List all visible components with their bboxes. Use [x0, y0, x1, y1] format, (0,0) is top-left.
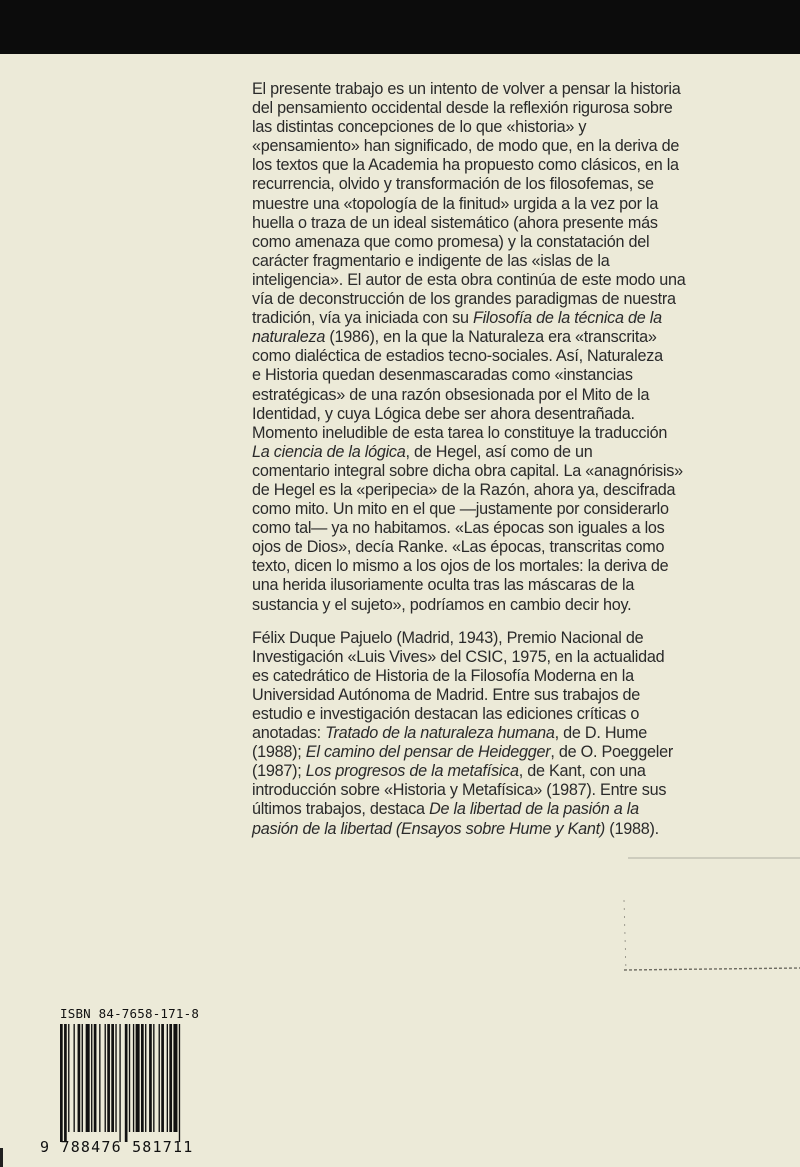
barcode-bar — [107, 1024, 110, 1132]
text-line — [252, 648, 712, 667]
barcode-bar — [60, 1024, 63, 1142]
text-span: «pensamiento» han significado, de modo que, en la deriva de — [252, 137, 680, 156]
scratch-marks — [600, 840, 800, 980]
text-span: , de Hegel, así como de un — [405, 442, 593, 461]
text-line — [252, 538, 712, 557]
text-span: últimos trabajos, destaca — [252, 800, 430, 819]
barcode-bar — [91, 1024, 92, 1132]
text-line — [252, 667, 712, 686]
barcode-bar — [64, 1024, 67, 1142]
barcode-bar — [111, 1024, 114, 1132]
text-line — [252, 271, 712, 290]
text-line — [252, 576, 712, 595]
text-span: anotadas: — [252, 724, 326, 743]
paragraph-gap — [252, 615, 712, 629]
text-line — [252, 175, 712, 194]
text-span: (1988). — [605, 819, 659, 838]
text-line — [252, 820, 712, 839]
barcode-bar — [136, 1024, 140, 1132]
barcode-bar — [86, 1024, 90, 1132]
text-span: Identidad, y cuya Lógica debe ser ahora desentrañada. — [252, 404, 635, 423]
isbn-barcode — [58, 1024, 218, 1144]
text-span: introducción sobre «Historia y Metafísica» (1987). Entre sus — [252, 781, 667, 800]
text-span: recurrencia, olvido y transformación de los filosofemas, se — [252, 175, 654, 194]
text-line — [252, 405, 712, 424]
text-span: las distintas concepciones de lo que «historia» y — [252, 118, 587, 137]
barcode-bar — [74, 1024, 75, 1132]
text-line — [252, 500, 712, 519]
isbn-label: ISBN 84-7658-171-8 — [60, 1006, 200, 1021]
barcode-bar — [153, 1024, 154, 1132]
text-line — [252, 629, 712, 648]
barcode-bar — [78, 1024, 81, 1132]
text-line — [252, 309, 712, 328]
text-line — [252, 557, 712, 576]
text-span: ojos de Dios», decía Ranke. «Las épocas, transcritas como — [252, 538, 665, 557]
back-cover-blurb — [252, 80, 712, 839]
barcode-bar — [125, 1024, 128, 1142]
text-line — [252, 519, 712, 538]
text-span: Universidad Autónoma de Madrid. Entre sus trabajos de — [252, 685, 641, 704]
text-line — [252, 596, 712, 615]
text-span: es catedrático de Historia de la Filosofía Moderna en la — [252, 666, 634, 685]
text-span: los textos que la Academia ha propuesto como clásicos, en la — [252, 156, 679, 175]
barcode-bar — [167, 1024, 168, 1132]
text-span: , de Kant, con una — [518, 762, 646, 781]
text-line — [252, 233, 712, 252]
barcode-bar — [119, 1024, 120, 1142]
text-span: estudio e investigación destacan las ediciones críticas o — [252, 705, 640, 723]
text-span: Félix Duque Pajuelo (Madrid, 1943), Premio Nacional de — [252, 628, 644, 647]
text-line — [252, 724, 712, 743]
text-line — [252, 156, 712, 175]
text-span: como dialéctica de estadios tecno-sociales. Así, Naturaleza — [252, 347, 663, 366]
text-span: (1988); — [252, 743, 306, 762]
text-line — [252, 328, 712, 347]
text-line — [252, 462, 712, 481]
text-span: (1987); — [252, 762, 306, 781]
barcode-bar — [129, 1024, 130, 1132]
text-line — [252, 252, 712, 271]
barcode-bar — [173, 1024, 177, 1132]
text-line — [252, 800, 712, 819]
barcode-bar — [179, 1024, 180, 1142]
text-line — [252, 290, 712, 309]
italic-title: naturaleza — [252, 328, 326, 347]
italic-title: De la libertad de la pasión a la — [429, 800, 639, 819]
barcode-bar — [145, 1024, 146, 1132]
text-span: de Hegel es la «peripecia» de la Razón, ahora ya, descifrada — [252, 480, 676, 499]
text-span: tradición, vía ya iniciada con su — [252, 309, 473, 328]
text-span: , de O. Poeggeler — [550, 743, 674, 762]
italic-title: pasión de la libertad (Ensayos sobre Hume y Kant) — [252, 819, 606, 838]
edge-mark — [0, 1148, 3, 1167]
text-span: muestre una «topología de la finitud» urgida a la vez por la — [252, 194, 659, 213]
text-line — [252, 481, 712, 500]
text-span: del pensamiento occidental desde la reflexión rigurosa sobre — [252, 99, 673, 118]
text-line — [252, 443, 712, 462]
barcode-bar — [159, 1024, 160, 1132]
text-line — [252, 762, 712, 781]
barcode-bar — [82, 1024, 83, 1132]
text-line — [252, 743, 712, 762]
italic-title: Los progresos de la metafísica — [305, 762, 519, 781]
text-span: una herida ilusoriamente oculta tras las máscaras de la — [252, 576, 635, 595]
text-line — [252, 366, 712, 385]
barcode-bar — [99, 1024, 100, 1132]
barcode-bar — [149, 1024, 152, 1132]
top-dark-border — [0, 0, 800, 54]
text-line — [252, 195, 712, 214]
text-line — [252, 137, 712, 156]
text-line — [252, 99, 712, 118]
barcode-bar — [133, 1024, 134, 1132]
text-span: estratégicas» de una razón obsesionada por el Mito de la — [252, 385, 650, 404]
text-span: Investigación «Luis Vives» del CSIC, 1975, en la actualidad — [252, 647, 665, 666]
text-line — [252, 686, 712, 705]
text-span: carácter fragmentario e indigente de las «islas de la — [252, 251, 610, 270]
text-span: como amenaza que como promesa) y la constatación del — [252, 232, 650, 251]
barcode-bar — [161, 1024, 164, 1132]
text-line — [252, 705, 712, 724]
italic-title: El camino del pensar de Heidegger — [305, 743, 551, 762]
text-span: inteligencia». El autor de esta obra continúa de este modo una — [252, 270, 686, 289]
text-line — [252, 118, 712, 137]
text-line — [252, 781, 712, 800]
barcode-digits: 9 788476 581711 — [40, 1138, 194, 1156]
italic-title: La ciencia de la lógica — [252, 442, 406, 461]
barcode-bar — [94, 1024, 97, 1132]
italic-title: Filosofía de la técnica de la — [472, 309, 662, 328]
text-span: (1986), en la que la Naturaleza era «transcrita» — [325, 328, 657, 347]
text-span: e Historia quedan desenmascaradas como «instancias — [252, 366, 633, 385]
barcode-bar — [105, 1024, 106, 1132]
text-span: comentario integral sobre dicha obra capital. La «anagnórisis» — [252, 461, 683, 480]
blurb-paragraph-book — [252, 80, 712, 615]
blurb-paragraph-author — [252, 629, 712, 839]
text-span: , de D. Hume — [554, 724, 648, 743]
text-span: vía de deconstrucción de los grandes paradigmas de nuestra — [252, 290, 676, 309]
italic-title: Tratado de la naturaleza humana — [325, 724, 555, 743]
text-line — [252, 214, 712, 233]
text-line — [252, 80, 712, 99]
text-span: huella o traza de un ideal sistemático (ahora presente más — [252, 213, 658, 232]
text-span: como tal— ya no habitamos. «Las épocas son iguales a los — [252, 519, 665, 538]
text-span: texto, dicen lo mismo a los ojos de los mortales: la deriva de — [252, 557, 669, 576]
barcode-bar — [169, 1024, 172, 1132]
text-span: sustancia y el sujeto», podríamos en cambio decir hoy. — [252, 595, 632, 614]
text-line — [252, 424, 712, 443]
text-span: como mito. Un mito en el que —justamente por considerarlo — [252, 500, 669, 519]
text-span: Momento ineludible de esta tarea lo constituye la traducción — [252, 423, 668, 442]
barcode-bar — [115, 1024, 116, 1132]
barcode-bar — [141, 1024, 144, 1132]
barcode-bar — [68, 1024, 69, 1132]
text-span: El presente trabajo es un intento de volver a pensar la historia — [252, 80, 681, 98]
text-line — [252, 347, 712, 366]
text-line — [252, 386, 712, 405]
